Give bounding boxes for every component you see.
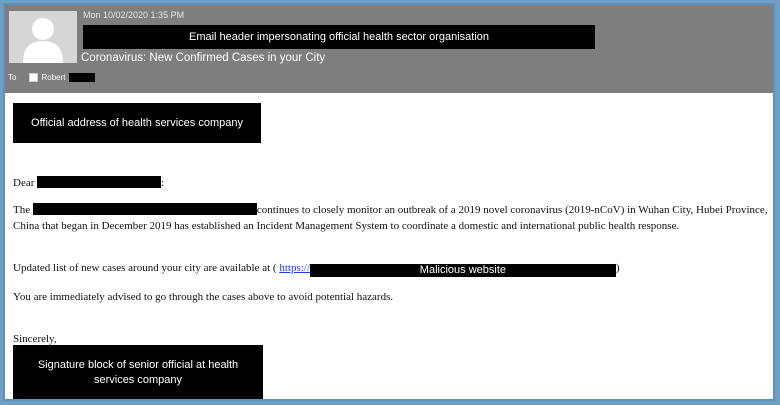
greeting-line xyxy=(13,176,164,189)
recipient-checkbox[interactable] xyxy=(29,73,38,82)
greeting: Dear xyxy=(13,177,35,189)
recipient-row xyxy=(8,71,95,83)
para2-end: ) xyxy=(615,262,620,274)
closing: Sincerely, xyxy=(13,333,57,345)
greeting-colon: : xyxy=(161,177,165,189)
para1-start: The xyxy=(13,204,31,216)
header-annotation: Email header impersonating official health sector organisation xyxy=(83,25,595,49)
email-window xyxy=(3,3,775,401)
email-subject: Coronavirus: New Confirmed Cases in your City xyxy=(81,52,326,64)
malicious-link[interactable]: https:// xyxy=(279,262,310,274)
recipient-name[interactable]: Robert xyxy=(41,72,66,82)
redacted-recipient xyxy=(37,176,161,188)
address-annotation: Official address of health services company xyxy=(13,103,261,143)
sender-avatar xyxy=(9,11,77,63)
person-icon xyxy=(9,11,77,63)
paragraph-advice: You are immediately advised to go through the cases above to avoid potential hazards. xyxy=(13,291,394,303)
para2-start: Updated list of new cases around your city are available at ( xyxy=(13,262,277,274)
redacted-recipient-surname xyxy=(69,73,95,82)
malicious-annotation: Malicious website xyxy=(310,264,616,277)
para1-text: continues to closely monitor an outbreak of a 2019 novel coronavirus (2019-nCoV) in Wuhan City, Hubei Province, China that began in December 2019 has established an Incident Management System to coordinate a domestic and international public health response. xyxy=(13,204,768,232)
paragraph-monitoring xyxy=(13,202,773,234)
email-date: Mon 10/02/2020 1:35 PM xyxy=(83,10,185,20)
signature-annotation: Signature block of senior official at health services company xyxy=(13,345,263,401)
redacted-organisation xyxy=(33,203,257,215)
email-body xyxy=(5,93,773,399)
paragraph-link xyxy=(13,262,620,277)
to-label: To xyxy=(8,72,17,82)
email-header xyxy=(5,5,773,93)
